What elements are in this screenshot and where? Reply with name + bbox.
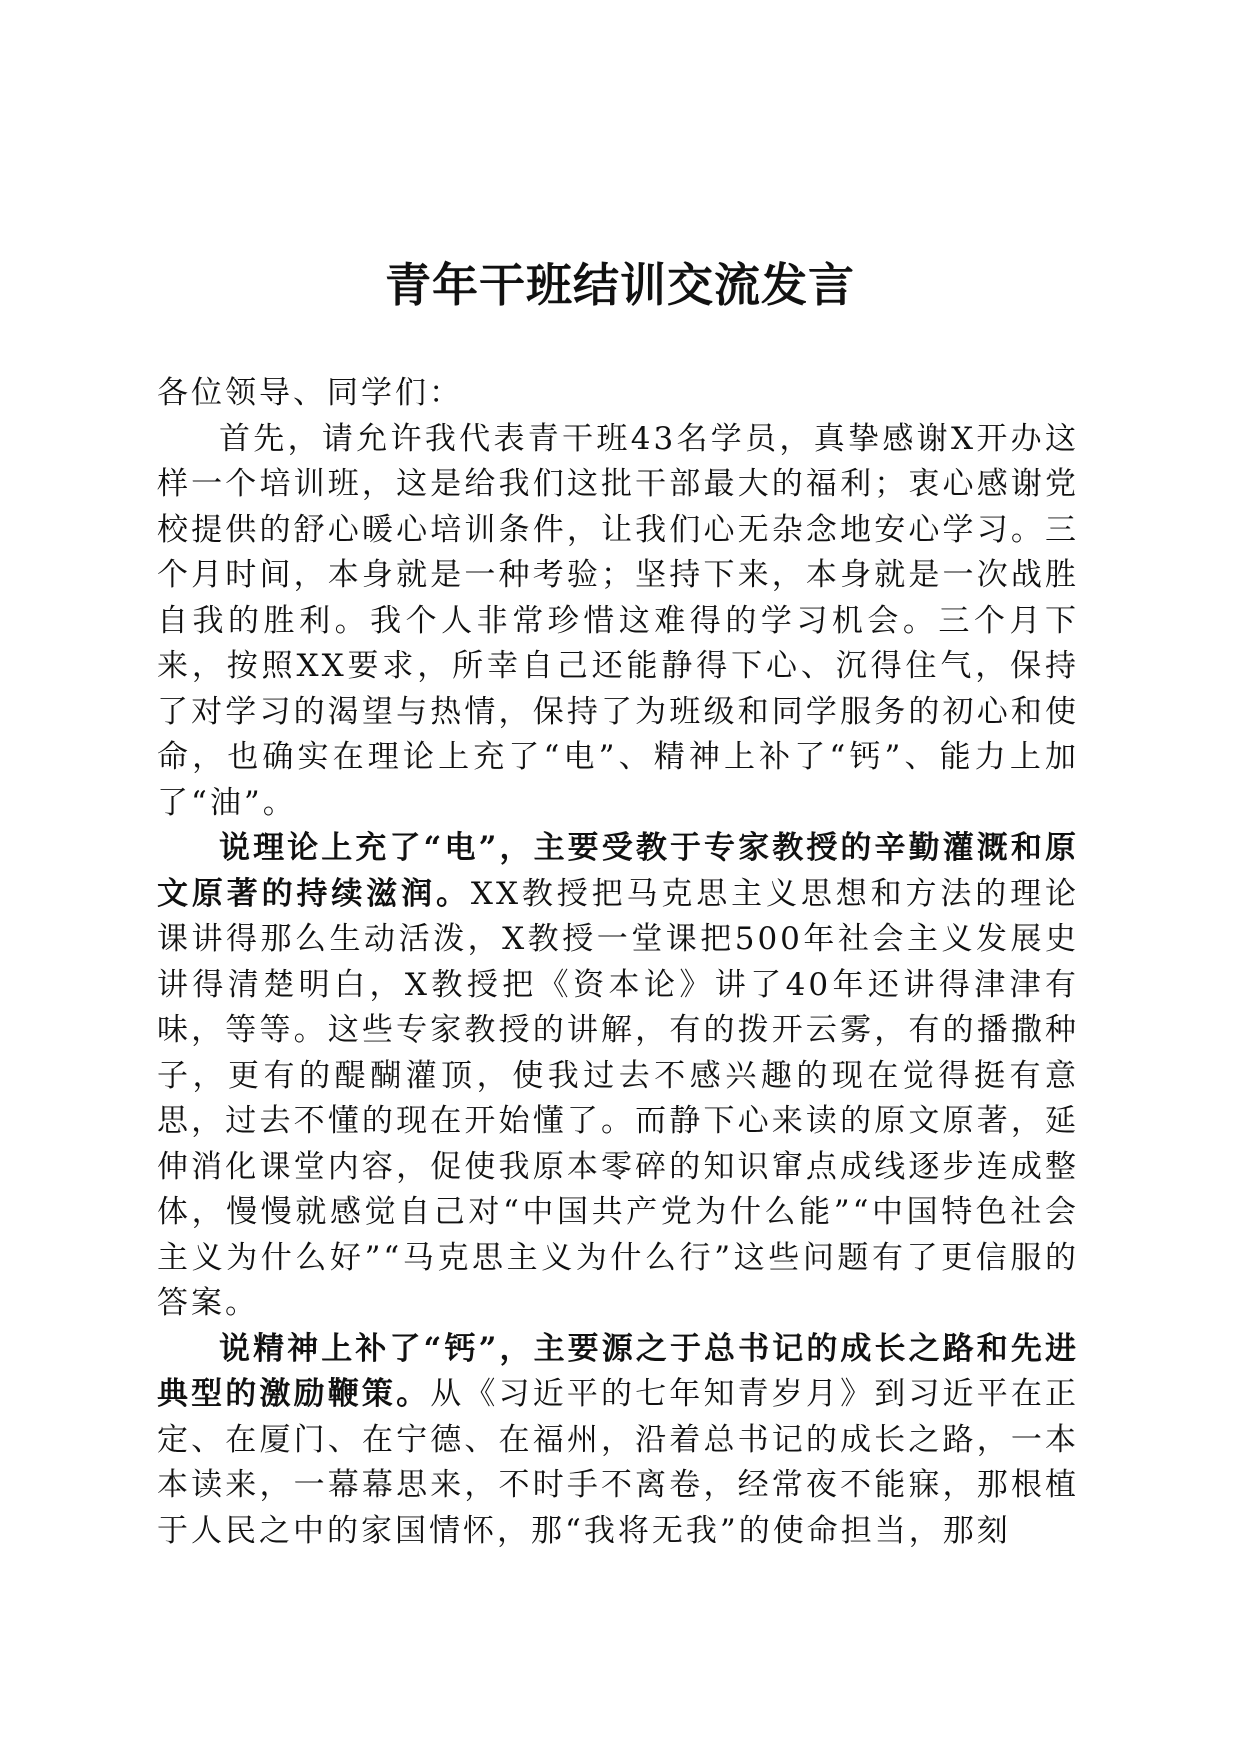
salutation: 各位领导、同学们： [157, 375, 463, 411]
paragraph-1 [157, 417, 1079, 827]
document-title: 青年干班结训交流发言 [385, 258, 855, 312]
paragraph-1-text: 首先，请允许我代表青干班43名学员，真挚感谢X开办这样一个培训班，这是给我们这批干部最大的福利；衷心感谢党校提供的舒心暖心培训条件，让我们心无杂念地安心学习。三个月时间，本身就是一种考验；坚持下来，本身就是一次战胜自我的胜利。我个人非常珍惜这难得的学习机会。三个月下来，按照XX要求，所幸自己还能静得下心、沉得住气，保持了对学习的渴望与热情，保持了为班级和同学服务的初心和使命，也确实在理论上充了“电”、精神上补了“钙”、能力上加了“油”。 [157, 420, 1079, 821]
paragraph-3 [157, 1327, 1079, 1555]
paragraph-3-text: 从《习近平的七年知青岁月》到习近平在正定、在厦门、在宁德、在福州，沿着总书记的成长之路，一本本读来，一幕幕思来，不时手不离卷，经常夜不能寐，那根植于人民之中的家国情怀，那“我将无我”的使命担当，那刻 [157, 1376, 1080, 1549]
paragraph-2-text: XX教授把马克思主义思想和方法的理论课讲得那么生动活泼，X教授一堂课把500年社会主义发展史讲得清楚明白，X教授把《资本论》讲了40年还讲得津津有味，等等。这些专家教授的讲解，有的拨开云雾，有的播撒种子，更有的醍醐灌顶，使我过去不感兴趣的现在觉得挺有意思，过去不懂的现在开始懂了。而静下心来读的原文原著，延伸消化课堂内容，促使我原本零碎的知识窜点成线逐步连成整体，慢慢就感觉自己对“中国共产党为什么能”“中国特色社会主义为什么好”“马克思主义为什么行”这些问题有了更信服的答案。 [157, 875, 1080, 1321]
document-body [157, 371, 1079, 1554]
paragraph-3-lead: 说精神上补了“钙”，主要源之于总书记的成长之路和先进典型的激励鞭策。 [157, 1330, 1079, 1412]
paragraph-2-lead: 说理论上充了“电”，主要受教于专家教授的辛勤灌溉和原文原著的持续滋润。 [157, 830, 1079, 912]
paragraph-2 [157, 826, 1079, 1327]
